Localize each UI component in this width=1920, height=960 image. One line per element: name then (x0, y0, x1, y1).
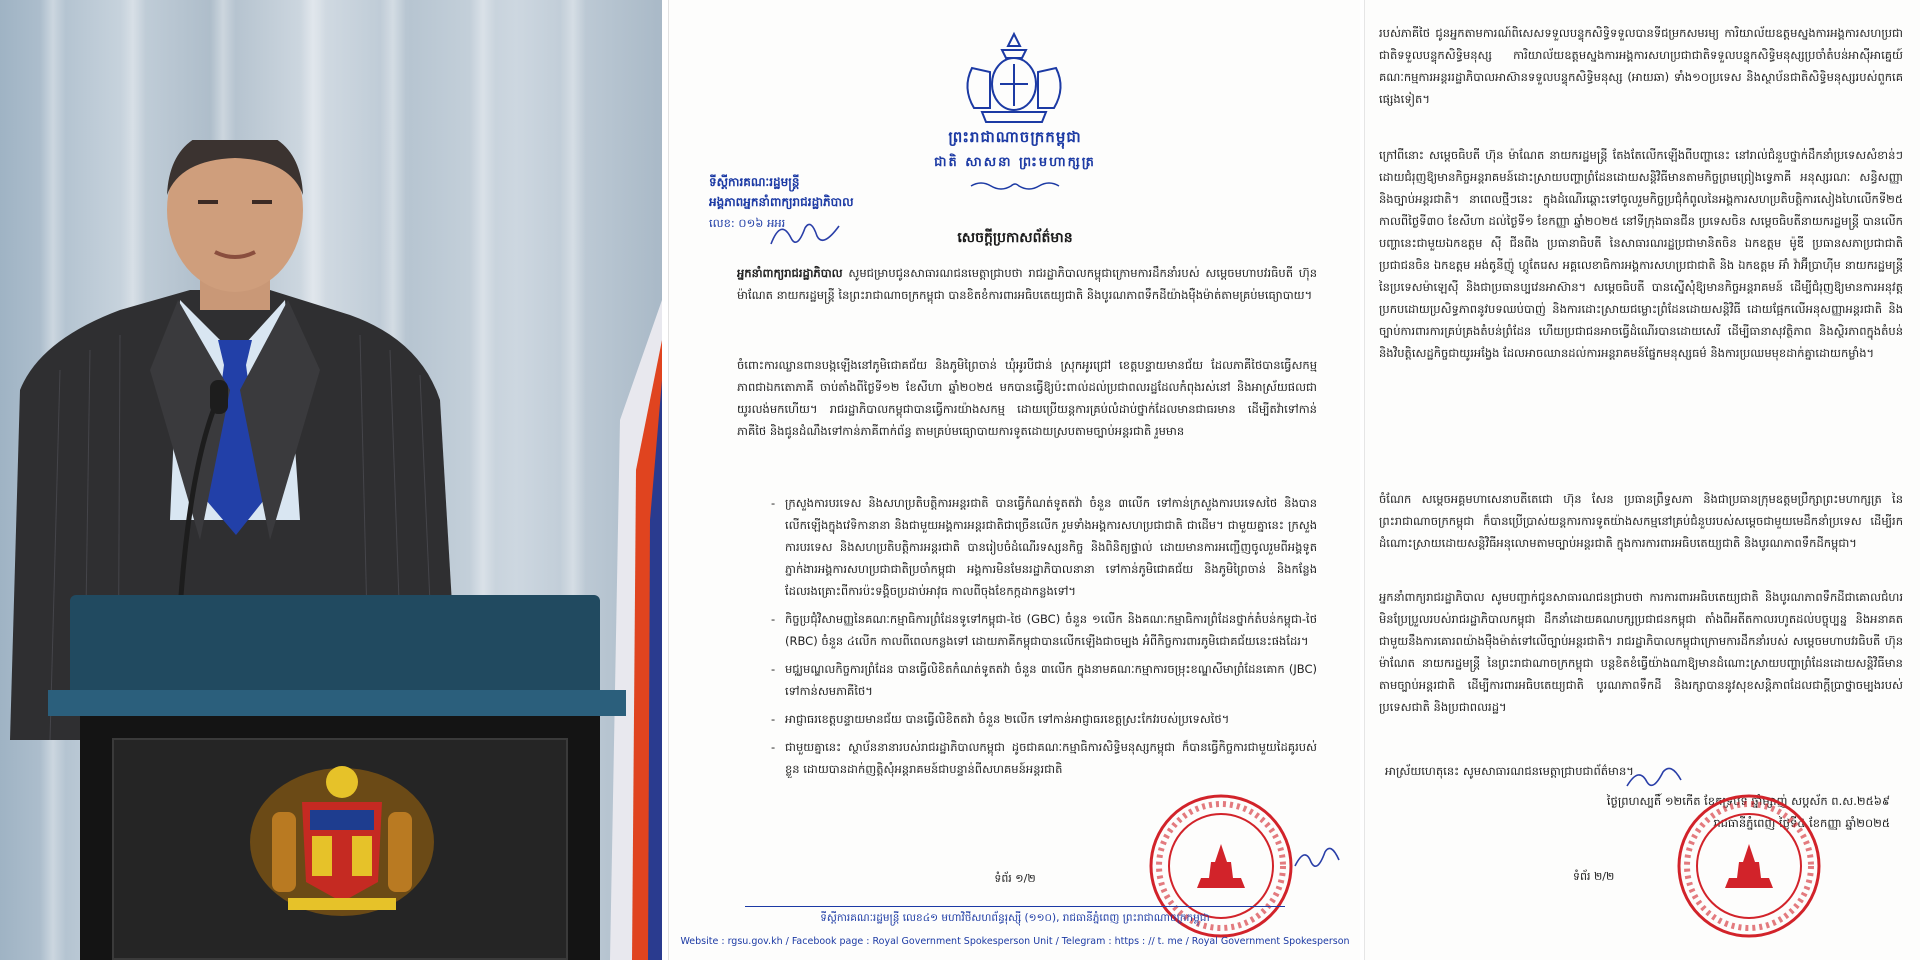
footer-divider (745, 906, 1285, 907)
page-initials-icon (1291, 836, 1360, 876)
prime-minister-paragraph: ក្រៅពីនោះ សម្តេចធិបតី ហ៊ុន ម៉ាណែត នាយករដ្ឋមន្ត្រី តែងតែលើកឡើងពីបញ្ហានេះ នៅរាល់ជំនួបថ្នាក់ដឹកនាំប្រទេសសំខាន់ៗ ដោយជំរុញឱ្យមានកិច្ចអន្តរាគមន៍ដោះស្រាយបញ្ហាព្រំដែនដោយសន្តិវិធីមានតាមកិច្ចព្រមព្រៀងទ្វេភាគី អនុស្សរណៈ សន្ធិសញ្ញា និងច្បាប់អន្តរជាតិ។ នាពេលថ្មីៗនេះ ក្នុងដំណើរឆ្ពោះទៅចូលរួមកិច្ចប្រជុំកំពូលនៃអង្គការសហប្រតិបត្តិការសៀងហៃលើកទី២៥ កាលពីថ្ងៃទី៣០ ខែសីហា ដល់ថ្ងៃទី១ ខែកញ្ញា ឆ្នាំ២០២៥ នៅទីក្រុងធានជីន ប្រទេសចិន សម្តេចធិបតីនាយករដ្ឋមន្ត្រី បានលើកបញ្ហានេះជាមួយឯកឧត្តម ស៊ី ជីនពីង ប្រធានាធិបតី នៃសាធារណរដ្ឋប្រជាមានិតចិន ឯកឧត្តម ម៉ូឌី ប្រធានសភាប្រជាជាតិប្រជាជនចិន ឯកឧត្តម អង់តូនីញ៉ូ ហ្គូតែរេស អគ្គលេខាធិការអង្គការសហប្រជាជាតិ និង ឯកឧត្តម អ៊ាំ វ៉ាអ៊ីប្រាហ៊ីម នាយករដ្ឋមន្ត្រី នៃប្រទេសម៉ាឡេស៊ី និងជាប្រធានប្បវេនអាស៊ាន។ សម្តេចធិបតី បានស្នើសុំឱ្យមានកិច្ចអន្តរាគមន៍ ដើម្បីជំរុញឱ្យមានការអនុវត្តប្រកបដោយប្រសិទ្ធភាពនូវបទឈប់បាញ់ និងការដោះស្រាយជម្លោះព្រំដែនដោយសន្តិវិធី ដោយផ្អែកលើអនុសញ្ញាអន្តរជាតិ និងច្បាប់ការពារការគ្រប់គ្រងតំបន់ព្រំដែន ហើយប្រជាជនអាចធ្វើដំណើរបានដោយសេរី ដើម្បីធានាសុវត្ថិភាព និងស្ថិរភាពក្នុងតំបន់ និងវិបត្តិសេដ្ឋកិច្ចជាយូរអង្វែង ដែលអាចឈានដល់ការអន្តរាគមន៍ផ្នែកមនុស្សធម៌ និងការប្រឈមមុខដាក់គ្នាដោយកម្លាំង។ (1379, 148, 1903, 360)
ornament-divider-icon (969, 180, 1061, 192)
speaker-photo (0, 0, 662, 960)
malaysia-coat-of-arms-icon (232, 752, 452, 922)
official-seal-stamp (1675, 792, 1823, 940)
document-title: សេចក្តីប្រកាសព័ត៌មាន (957, 230, 1073, 246)
footer-contacts: Website : rgsu.gov.kh / Facebook page : Royal Government Spokesperson Unit / Telegram : https : // t. me / Royal Government Spokesperson (680, 936, 1350, 947)
issuing-office (709, 172, 854, 212)
solar-date: រាជធានីភ្នំពេញ ថ្ងៃទី៤ ខែកញ្ញា ឆ្នាំ២០២៥ (1713, 816, 1890, 830)
continuation-paragraph: របស់ភាគីថៃ ជូនអ្នកតាមការណ៍ពិសេសទទួលបន្ទុកសិទ្ធិទទួលបានទីជម្រកសមរម្យ ការិយាល័យឧត្តមស្នងការអង្គការសហប្រជាជាតិទទួលបន្ទុកសិទ្ធិមនុស្ស ការិយាល័យឧត្តមស្នងការអង្គការសហប្រជាជាតិទទួលបន្ទុកសិទ្ធិមនុស្សប្រចាំតំបន់អាស៊ីអាគ្នេយ៍ គណៈកម្មការអន្តររដ្ឋាភិបាលអាស៊ានទទួលបន្ទុកសិទ្ធិមនុស្ស (អាយឆា) ទាំង១០ប្រទេស និងស្ថាប័នជាតិសិទ្ធិមនុស្សរបស់ពួកគេផ្សេងទៀត។ (1379, 26, 1903, 106)
lectern-rim (48, 690, 626, 716)
spokesperson-paragraph: អ្នកនាំពាក្យរាជរដ្ឋាភិបាល សូមបញ្ជាក់ជូនសាធារណជនជ្រាបថា ការការពារអធិបតេយ្យជាតិ និងបូរណភាពទឹកដីជាគោលជំហរមិនប្រែប្រួលរបស់រាជរដ្ឋាភិបាលកម្ពុជា ដឹកនាំដោយគណបក្សប្រជាជនកម្ពុជា តាំងពីអតីតកាលរហូតដល់បច្ចុប្បន្ន និងអនាគតជាមួយនឹងការគោរពយ៉ាងម៉ឺងម៉ាត់ទៅលើច្បាប់អន្តរជាតិ។ រាជរដ្ឋាភិបាលកម្ពុជាក្រោមការដឹកនាំរបស់ សម្តេចមហាបវរធិបតី ហ៊ុន ម៉ាណែត នាយករដ្ឋមន្ត្រី នៃព្រះរាជាណាចក្រកម្ពុជា បន្តខិតខំធ្វើយ៉ាងណាឱ្យមានដំណោះស្រាយបញ្ហាព្រំដែនដោយសន្តិវិធីមានតាមច្បាប់អន្តរជាតិ ដើម្បីការពារអធិបតេយ្យជាតិ បូរណភាពទឹកដី និងរក្សាបាននូវសុខសន្តិភាពដែលជាក្តីប្រាថ្នាចម្បងរបស់ប្រទេសជាតិ និងប្រជាពលរដ្ឋ។ (1379, 590, 1903, 714)
list-item: - អាជ្ញាធរខេត្តបន្ទាយមានជ័យ បានធ្វើលិខិតតវ៉ា ចំនួន ២លើក ទៅកាន់អាជ្ញាធរខេត្តស្រះកែវរបស់ប្រទេសថៃ។ (771, 708, 1317, 730)
reference-number: លេខ: ០១៦ អអរ (709, 216, 786, 230)
intro-body: សូមជម្រាបជូនសាធារណជនមេត្តាជ្រាបថា រាជរដ្ឋាភិបាលកម្ពុជាក្រោមការដឹកនាំរបស់ សម្តេចមហាបវរធិបតី ហ៊ុន ម៉ាណែត នាយករដ្ឋមន្ត្រី នៃព្រះរាជាណាចក្រកម្ពុជា បានខិតខំការពារអធិបតេយ្យជាតិ និងបូរណភាពទឹកដីយ៉ាងម៉ឺងម៉ាត់តាមគ្រប់មធ្យោបាយ។ (737, 266, 1318, 302)
closing-line: អាស្រ័យហេតុនេះ សូមសាធារណជនមេត្តាជ្រាបជាព័ត៌មាន។ (1385, 764, 1634, 778)
page-number: ទំព័រ ២/២ (1573, 870, 1615, 883)
office-line: ទីស្តីការគណៈរដ្ឋមន្ត្រី (709, 175, 800, 189)
senate-president-paragraph: ចំណែក សម្តេចអគ្គមហាសេនាបតីតេជោ ហ៊ុន សែន ប្រធានព្រឹទ្ធសភា និងជាប្រធានក្រុមឧត្តមប្រឹក្សាព្រះមហាក្សត្រ នៃព្រះរាជាណាចក្រកម្ពុជា ក៏បានប្រើប្រាស់យន្តការការទូតយ៉ាងសកម្មនៅគ្រប់ជំនួបរបស់សម្តេចជាមួយមេដឹកនាំប្រទេស ដើម្បីរកដំណោះស្រាយដោយសន្តិវិធីអនុលោមតាមច្បាប់អន្តរជាតិ ក្នុងការការពារអធិបតេយ្យជាតិ និងបូរណភាពទឹកដីកម្ពុជា។ (1379, 492, 1903, 550)
diplomatic-actions-list (771, 492, 1317, 786)
press-release-page-1 (668, 0, 1360, 960)
intro-lead: អ្នកនាំពាក្យរាជរដ្ឋាភិបាល (737, 266, 843, 280)
microphone-icon (160, 380, 270, 610)
royal-arms-emblem-icon (952, 28, 1076, 128)
incident-paragraph: ចំពោះការឈ្លានពានបង្កឡើងនៅភូមិជោគជ័យ និងភូមិព្រៃចាន់ ឃុំអូរបីជាន់ ស្រុកអូរជ្រៅ ខេត្តបន្ទាយមានជ័យ ដែលភាគីថៃបានធ្វើសកម្មភាពជាឯកតោភាគី ចាប់តាំងពីថ្ងៃទី១២ ខែសីហា ឆ្នាំ២០២៥ មកបានធ្វើឱ្យប៉ះពាល់ដល់ប្រជាពលរដ្ឋដែលកំពុងរស់នៅ និងអាស្រ័យផលជាយូរលង់មកហើយ។ រាជរដ្ឋាភិបាលកម្ពុជាបានធ្វើការយ៉ាងសកម្ម ដោយប្រើយន្តការគ្រប់លំដាប់ថ្នាក់ដែលមានជាធរមាន ដើម្បីតវ៉ាទៅកាន់ភាគីថៃ និងជូនដំណឹងទៅកាន់ភាគីពាក់ព័ន្ធ តាមគ្រប់មធ្យោបាយការទូតដោយស្របតាមច្បាប់អន្តរជាតិ រួមមាន (737, 358, 1317, 438)
list-item: - ជាមួយគ្នានេះ ស្ថាប័ននានារបស់រាជរដ្ឋាភិបាលកម្ពុជា ដូចជាគណៈកម្មាធិការសិទ្ធិមនុស្សកម្ពុជា ក៏បានធ្វើកិច្ចការជាមួយដៃគូរបស់ខ្លួន ដោយបានដាក់ញត្តិសុំអន្តរាគមន៍ជាបន្ទាន់ពីសហគមន៍អន្តរជាតិ (771, 736, 1317, 780)
national-motto: ជាតិ សាសនា ព្រះមហាក្សត្រ (934, 155, 1096, 170)
footer-address: ទីស្តីការគណៈរដ្ឋមន្ត្រី លេខ៤១ មហាវិថីសហព័ន្ធរុស្ស៊ី (១១០), រាជធានីភ្នំពេញ ព្រះរាជាណាចក្រកម្ពុជា (820, 912, 1210, 924)
page-number: ទំព័រ ១/២ (994, 872, 1036, 885)
press-release-page-2 (1364, 0, 1920, 960)
flag-icon (602, 300, 662, 960)
list-item: - កិច្ចប្រជុំវិសាមញ្ញនៃគណៈកម្មាធិការព្រំដែនទូទៅកម្ពុជា-ថៃ (GBC) ចំនួន ១លើក និងគណៈកម្មាធិការព្រំដែនថ្នាក់តំបន់កម្ពុជា-ថៃ (RBC) ចំនួន ៤លើក កាលពីពេលកន្លងទៅ ដោយភាគីកម្ពុជាបានលើកឡើងជាចម្បង អំពីកិច្ចការពារភូមិជោគជ័យនេះផងដែរ។ (771, 608, 1317, 652)
office-line: អង្គភាពអ្នកនាំពាក្យរាជរដ្ឋាភិបាល (709, 195, 854, 209)
list-item: - មជ្ឈមណ្ឌលកិច្ចការព្រំដែន បានធ្វើលិខិតកំណត់ទូតតវ៉ា ចំនួន ៣លើក ក្នុងនាមគណៈកម្មាការចម្រុះខណ្ឌសីមាព្រំដែនគោក (JBC) ទៅកាន់សមភាគីថៃ។ (771, 658, 1317, 702)
kingdom-heading: ព្រះរាជាណាចក្រកម្ពុជា (948, 128, 1082, 146)
list-item: - ក្រសួងការបរទេស និងសហប្រតិបត្តិការអន្តរជាតិ បានធ្វើកំណត់ទូតតវ៉ា ចំនួន ៣លើក ទៅកាន់ក្រសួងការបរទេសថៃ និងបានលើកឡើងក្នុងវេទិកានានា និងជាមួយអង្គការអន្តរជាតិជាច្រើនលើក រួមទាំងអង្គការសហប្រជាជាតិ ជាដើម។ ជាមួយគ្នានេះ ក្រសួងការបរទេស និងសហប្រតិបត្តិការអន្តរជាតិ បានរៀបចំដំណើរទស្សនកិច្ច និងពិនិត្យផ្ទាល់ ដោយមានការអញ្ជើញចូលរួមពីអង្គទូត ភ្នាក់ងារអង្គការសហប្រជាជាតិប្រចាំកម្ពុជា អង្គការមិនមែនរដ្ឋាភិបាលនានា ទៅកាន់ភូមិជោគជ័យ និងភូមិព្រៃចាន់ និងកន្លែងដែលរងគ្រោះពីការប៉ះទង្គិចប្រដាប់អាវុធ កាលពីចុងខែកក្កដាកន្លងទៅ។ (771, 492, 1317, 602)
lectern-top (70, 595, 600, 705)
lunar-date: ថ្ងៃព្រហស្បតិ៍ ១២កើត ខែភទ្របទ ឆ្នាំម្សាញ់ សប្តស័ក ព.ស.២៥៦៩ (1606, 794, 1890, 808)
intro-paragraph (737, 262, 1317, 306)
